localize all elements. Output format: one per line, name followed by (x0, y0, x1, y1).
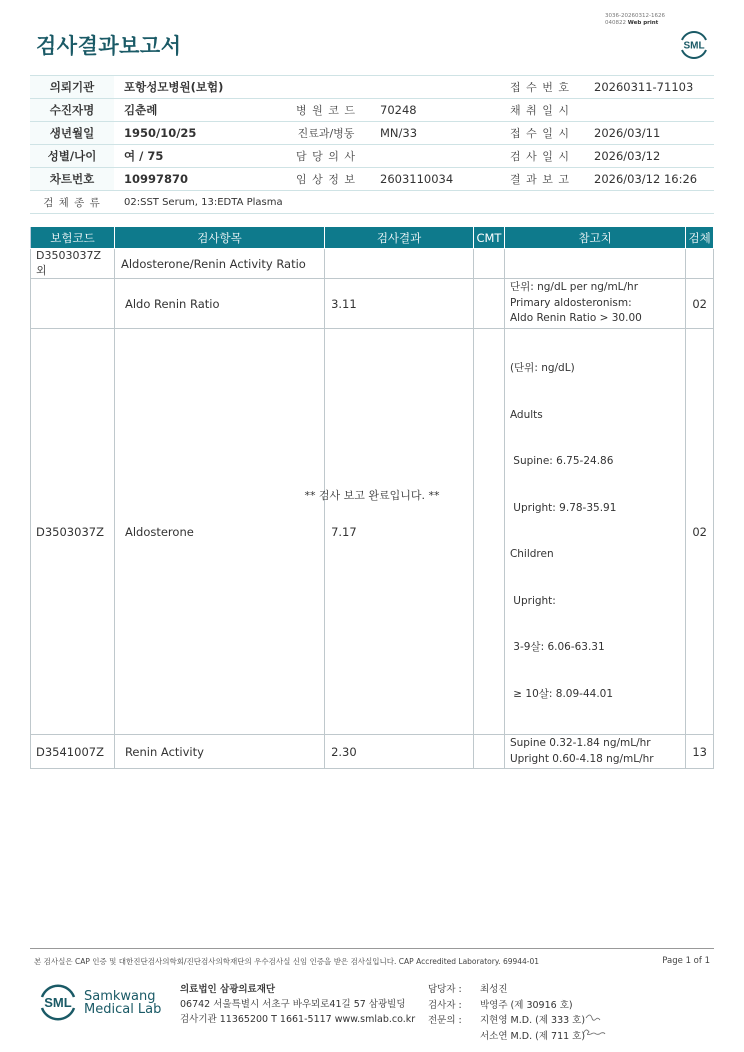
staff-item (428, 1029, 585, 1045)
table-row (31, 279, 714, 329)
info-value: MN/33 (368, 122, 498, 145)
cell-result: 3.11 (325, 279, 474, 329)
ref-line: 3-9살: 6.06-63.31 (509, 641, 605, 653)
ref-line: Upright: 9.78-35.91 (509, 501, 617, 514)
cell-item: Renin Activity (114, 735, 324, 769)
info-value: 2026/03/11 (582, 122, 714, 145)
info-label: 채 취 일 시 (498, 99, 582, 122)
staff-item (428, 998, 585, 1014)
table-row (31, 329, 714, 735)
staff-item (428, 1013, 585, 1029)
brand-line: Samkwang (84, 989, 156, 1004)
webprint-label: Web print (627, 20, 659, 26)
info-value (582, 99, 714, 122)
col-header-specimen: 검체 (686, 227, 714, 249)
cell-item: Aldosterone/Renin Activity Ratio (114, 249, 324, 279)
org-address: 06742 서울특별시 서초구 바우뫼로41길 57 삼광빌딩 (180, 999, 406, 1010)
cell-specimen: 13 (686, 735, 714, 769)
sml-logo-icon (676, 26, 712, 62)
info-label: 접 수 일 시 (498, 122, 582, 145)
cell-code (31, 279, 115, 329)
staff-name: 지현영 M.D. (제 333 호) (480, 1015, 586, 1026)
info-value: 20260311-71103 (582, 76, 714, 99)
info-row (30, 99, 714, 122)
info-label: 생년월일 (30, 122, 114, 145)
brand-name (84, 990, 161, 1016)
table-row (31, 249, 714, 279)
ref-line: Supine 0.32-1.84 ng/mL/hr (509, 737, 651, 749)
cell-code: D3503037Z (31, 329, 115, 735)
info-value: 여 / 75 (114, 145, 284, 168)
col-header-item: 검사항목 (114, 227, 324, 249)
org-contact: 검사기관 11365200 T 1661-5117 www.smlab.co.kr (180, 1014, 416, 1025)
col-header-cmt: CMT (474, 227, 505, 249)
cell-specimen: 02 (686, 279, 714, 329)
logo-text: SML (44, 995, 72, 1010)
accreditation-note: 본 검사실은 CAP 인증 및 대한진단검사의학회/진단검사의학재단의 우수검사실 신임 인증을 받은 검사실입니다. CAP Accredited Laboratory. 69944-01 (34, 957, 540, 966)
cell-specimen: 02 (686, 329, 714, 735)
info-row (30, 168, 714, 191)
info-value: 02:SST Serum, 13:EDTA Plasma (114, 191, 714, 214)
info-value: 10997870 (114, 168, 284, 191)
footer-divider (30, 948, 714, 949)
cell-item: Aldosterone (114, 329, 324, 735)
signature-icon (580, 1010, 610, 1040)
staff-role: 담당자 : (428, 984, 462, 995)
ref-line: Supine: 6.75-24.86 (509, 455, 614, 467)
staff-role: 검사자 : (428, 999, 462, 1011)
info-value: 2026/03/12 16:26 (582, 168, 714, 191)
info-label: 검 사 일 시 (498, 145, 582, 168)
webprint-id: 3036-20260312-1626 (605, 13, 665, 19)
info-value (368, 145, 498, 168)
info-label: 수진자명 (30, 99, 114, 122)
info-label: 성별/나이 (30, 145, 114, 168)
info-label: 차트번호 (30, 168, 114, 191)
col-header-result: 검사결과 (325, 227, 474, 249)
info-label: 결 과 보 고 (498, 168, 582, 191)
organization-info (180, 982, 415, 1027)
org-name: 의료법인 삼광의료재단 (180, 984, 276, 995)
info-value: 김춘례 (114, 99, 284, 122)
info-row (30, 191, 714, 214)
staff-name: 서소연 M.D. (제 711 호) (480, 1030, 586, 1042)
page-title: 검사결과보고서 (36, 34, 182, 58)
ref-line: (단위: ng/dL) (509, 362, 575, 374)
cell-ref (504, 279, 685, 329)
info-row (30, 122, 714, 145)
info-label: 담 당 의 사 (284, 145, 368, 168)
logo-text: SML (683, 40, 705, 52)
results-header-row (31, 227, 714, 249)
info-label: 임 상 정 보 (284, 168, 368, 191)
col-header-ref: 참고치 (504, 227, 685, 249)
cell-cmt (474, 735, 505, 769)
cell-ref (504, 735, 685, 769)
info-label: 의뢰기관 (30, 76, 114, 99)
ref-line: ≥ 10살: 8.09-44.01 (509, 687, 614, 700)
info-label: 접 수 번 호 (498, 76, 582, 99)
ref-line: Primary aldosteronism: (509, 296, 632, 309)
info-value: 1950/10/25 (114, 122, 284, 145)
cell-cmt (474, 329, 505, 735)
ref-line: Adults (509, 408, 543, 421)
patient-info-table (30, 75, 714, 214)
cell-result: 7.17 (325, 329, 474, 735)
webprint-stamp (605, 13, 665, 27)
report-complete-text: ** 검사 보고 완료입니다. ** (304, 489, 440, 502)
webprint-code: 040822 (605, 20, 626, 26)
ref-line: Aldo Renin Ratio > 30.00 (509, 312, 642, 325)
info-label: 검 체 종 류 (30, 191, 114, 214)
cell-code: D3503037Z외 (31, 249, 115, 279)
staff-role: 전문의 : (428, 1015, 462, 1026)
cell-result: 2.30 (325, 735, 474, 769)
info-row (30, 76, 714, 99)
info-value: 포항성모병원(보험) (114, 76, 498, 99)
cell-item: Aldo Renin Ratio (114, 279, 324, 329)
info-row (30, 145, 714, 168)
cell-cmt (474, 279, 505, 329)
ref-line: Upright 0.60-4.18 ng/mL/hr (509, 752, 654, 765)
info-value: 2603110034 (368, 168, 498, 191)
info-label: 진료과/병동 (284, 122, 368, 145)
table-row (31, 735, 714, 769)
page-number: Page 1 of 1 (662, 956, 710, 966)
ref-line: Upright: (509, 594, 556, 607)
ref-line: Children (509, 548, 554, 560)
info-value: 70248 (368, 99, 498, 122)
brand-line: Medical Lab (84, 1002, 162, 1017)
cell-code: D3541007Z (31, 735, 115, 769)
staff-list (428, 982, 585, 1044)
ref-line: 단위: ng/dL per ng/mL/hr (509, 281, 639, 294)
sml-logo-icon (36, 980, 80, 1024)
col-header-code: 보험코드 (31, 227, 115, 249)
cell-ref (504, 329, 685, 735)
staff-name: 최성진 (480, 984, 508, 995)
staff-name: 박영주 (제 30916 호) (480, 999, 573, 1011)
info-label: 병 원 코 드 (284, 99, 368, 122)
info-value: 2026/03/12 (582, 145, 714, 168)
staff-item (428, 982, 585, 998)
